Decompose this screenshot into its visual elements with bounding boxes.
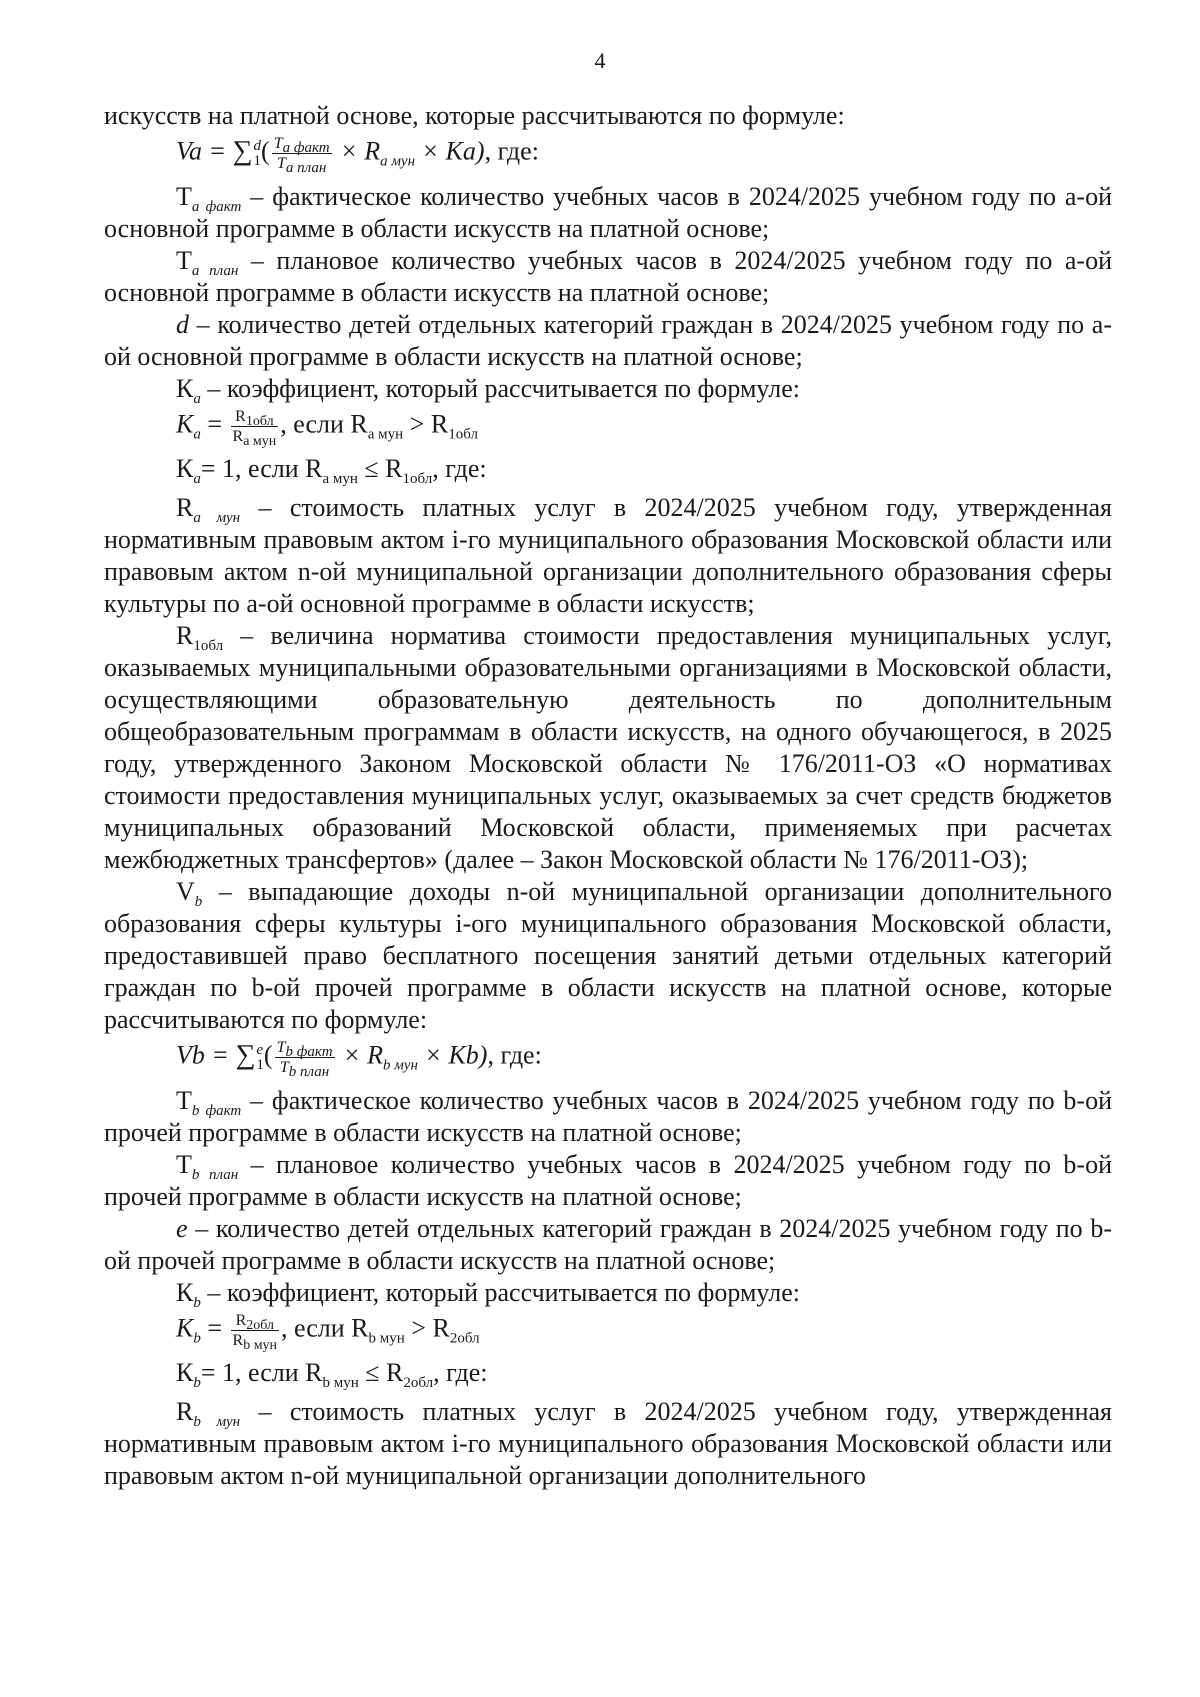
definition-ta-plan: $Т_{а план}$ – плановое количество учебных часов в 2024/2025 учебном году по а-ой основной программе в области искусств на платной основе;	[104, 246, 1112, 307]
formula-kb: $K_b$ = $\frac{R_{2обл}}{R_{b мун}}$ , если $R_{b мун} > R_{2обл}$	[176, 1312, 480, 1354]
definition-e: e – количество детей отдельных категорий граждан в 2024/2025 учебном году по b-ой прочей программе в области искусств на платной основе;	[104, 1214, 1112, 1275]
paragraph-intro: искусств на платной основе, которые рассчитываются по формуле:	[104, 101, 845, 130]
formula-kb-equals-one: $К_b= 1$, если $R_{b мун} \le R_{2обл}$, где:	[176, 1358, 488, 1392]
document-body	[104, 100, 1112, 1492]
fraction-ta: $\frac{T_{a факт}}{T_{a план}}$	[273, 135, 330, 177]
fraction-ka: $\frac{R_{1обл}}{R_{a мун}}$	[232, 408, 277, 450]
fraction-kb: $\frac{R_{2обл}}{R_{b мун}}$	[232, 1312, 278, 1354]
definition-r1obl: $R_{1обл}$ – величина норматива стоимости предоставления муниципальных услуг, оказываемых муниципальными образовательными организациями в Московской области, осуществляющими образовательную деятельность по дополнительным общеобразовательным программам в области искусств, на одного обучающегося, в 2025 году, утвержденного Законом Московской области № 176/2011-ОЗ «О нормативах стоимости предоставления муниципальных услуг, оказываемых за счет средств бюджетов муниципальных образований Московской области, применяемых при расчетах межбюджетных трансфертов» (далее – Закон Московской области № 176/2011-ОЗ);	[104, 621, 1112, 874]
definition-ta-fakt: $Т_{а факт}$ – фактическое количество учебных часов в 2024/2025 учебном году по а-ой основной программе в области искусств на платной основе;	[104, 182, 1112, 243]
definition-d: d – количество детей отдельных категорий граждан в 2024/2025 учебном году по а-ой основной программе в области искусств на платной основе;	[104, 310, 1112, 371]
definition-rb-mun: $R_{b мун}$ – стоимость платных услуг в 2024/2025 учебном году, утвержденная нормативным правовым актом i-го муниципального образования Московской области или правовым актом n-ой муниципальной организации дополнительного	[104, 1397, 1112, 1490]
definition-kb: $К_b$ – коэффициент, который рассчитывается по формуле:	[176, 1278, 801, 1312]
page-number: 4	[594, 48, 606, 73]
definition-tb-fakt: $Т_{b факт}$ – фактическое количество учебных часов в 2024/2025 учебном году по b-ой прочей программе в области искусств на платной основе;	[104, 1086, 1112, 1147]
definition-ka: $К_а$ – коэффициент, который рассчитывается по формуле:	[176, 374, 801, 408]
formula-ka: $K_a$ = $\frac{R_{1обл}}{R_{a мун}}$ , если $R_{а мун} > R_{1обл}$	[176, 408, 478, 450]
fraction-tb: $\frac{T_{b факт}}{T_{b план}}$	[276, 1039, 333, 1081]
definition-ra-mun: $R_{а мун}$ – стоимость платных услуг в 2024/2025 учебном году, утвержденная нормативным правовым актом i-го муниципального образования Московской области или правовым актом n-ой муниципальной организации дополнительного образования сферы культуры по а-ой основной программе в области искусств;	[104, 493, 1112, 618]
formula-vb: Vb = ∑ e 1 ( $\frac{T_{b факт}}{T_{b план}}$ × $R_{b мун} \times Kb$), где:	[176, 1039, 542, 1081]
definition-vb: $V_b$ – выпадающие доходы n-ой муниципальной организации дополнительного образования сферы культуры i-ого муниципального образования Московской области, предоставившей право бесплатного посещения занятий детьми отдельных категорий граждан по b-ой прочей программе в области искусств на платной основе, которые рассчитываются по формуле:	[104, 877, 1112, 1034]
definition-tb-plan: $Т_{b план}$ – плановое количество учебных часов в 2024/2025 учебном году по b-ой прочей программе в области искусств на платной основе;	[104, 1150, 1112, 1211]
formula-va: Va = ∑ d 1 ( $\frac{T_{a факт}}{T_{a план}}$ × $R_{a мун} \times Ka$), где:	[176, 135, 539, 177]
formula-ka-equals-one: $К_а= 1$, если $R_{а мун} \le R_{1обл}$, где:	[176, 454, 487, 488]
